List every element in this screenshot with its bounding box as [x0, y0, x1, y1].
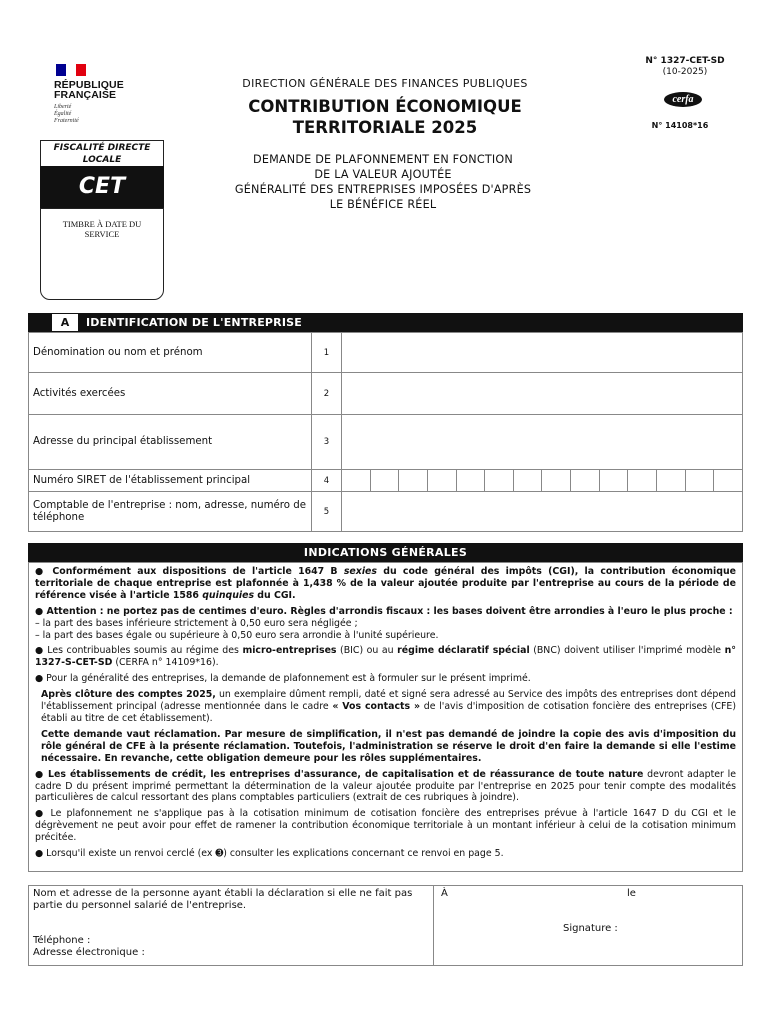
siret-digit-cell[interactable]: [686, 470, 715, 491]
siret-digit-cell[interactable]: [600, 470, 629, 491]
siret-digit-cell[interactable]: [457, 470, 486, 491]
indication-paragraph: ● Les contribuables soumis au régime des micro-entreprises (BIC) ou au régime déclaratif spécial (BNC) doivent utiliser l'imprimé modèle n° 1327-S-CET-SD (CERFA n° 14109*16).: [35, 645, 736, 669]
preparer-block[interactable]: [29, 886, 434, 965]
siret-label: Numéro SIRET de l'établissement principal: [29, 470, 312, 492]
table-row: [29, 333, 743, 373]
dgfip-heading: DIRECTION GÉNÉRALE DES FINANCES PUBLIQUES: [242, 77, 528, 90]
preparer-label: Nom et adresse de la personne ayant établi la déclaration si elle ne fait pas partie du personnel salarié de l'entreprise.: [33, 888, 413, 911]
marianne-flag-icon: [56, 64, 86, 76]
siret-digit-cell[interactable]: [485, 470, 514, 491]
indication-paragraph: ● Les établissements de crédit, les entreprises d'assurance, de capitalisation et de réassurance de toute nature devront adapter le cadre D du présent imprimé permettant la détermination de la valeur ajoutée produite par l'entreprise en 2025 pour tenir compte des modalités particulières de calcul ressortant des plans comptables particuliers (extrait de ces rubriques à joindre).: [35, 768, 736, 804]
indication-paragraph: ● Lorsqu'il existe un renvoi cerclé (ex ➌) consulter les explications concernant ce renvoi en page 5.: [35, 848, 504, 860]
row-number: 1: [312, 333, 342, 373]
comptable-label: Comptable de l'entreprise : nom, adresse, numéro de téléphone: [29, 492, 312, 532]
form-reference: [630, 56, 740, 78]
siret-digit-cell[interactable]: [428, 470, 457, 491]
indication-paragraph: – la part des bases égale ou supérieure à 0,50 euro sera arrondie à l'unité supérieure.: [35, 629, 439, 641]
header-center: [200, 77, 570, 138]
page-title: CONTRIBUTION ÉCONOMIQUE TERRITORIALE 2025: [248, 97, 522, 137]
activites-field[interactable]: [342, 373, 743, 415]
indication-paragraph: ● Attention : ne portez pas de centimes d'euro. Règles d'arrondis fiscaux : les bases doivent être arrondies à l'euro le plus proche :: [35, 605, 733, 617]
row-number: 4: [312, 470, 342, 492]
section-a-header: [28, 313, 743, 332]
siret-digit-cell[interactable]: [657, 470, 686, 491]
republique-motto: Liberté Égalité Fraternité: [54, 104, 79, 124]
republique-title: RÉPUBLIQUE FRANÇAISE: [54, 79, 124, 101]
cerfa-logo: cerfa: [664, 92, 702, 107]
section-a-letter: A: [52, 314, 78, 331]
denomination-label: Dénomination ou nom et prénom: [29, 333, 312, 373]
row-number: 2: [312, 373, 342, 415]
telephone-label: Téléphone :: [33, 935, 91, 946]
contact-labels: [33, 935, 145, 959]
siret-digit-cell[interactable]: [371, 470, 400, 491]
place-label: À: [441, 888, 448, 899]
signature-label: Signature :: [563, 923, 618, 934]
timbre-box: TIMBRE À DATE DU SERVICE: [40, 208, 164, 300]
adresse-field[interactable]: [342, 415, 743, 470]
email-label: Adresse électronique :: [33, 947, 145, 958]
flag-red: [76, 64, 86, 76]
identification-table: [28, 332, 743, 532]
cet-badge: CET: [40, 166, 164, 208]
indication-paragraph: Cette demande vaut réclamation. Par mesure de simplification, il n'est pas demandé de joindre la copie des avis d'imposition du rôle général de CFE à la présente réclamation. Toutefois, l'administration se réserve le droit d'en faire la demande si elle l'estime nécessaire. En revanche, cette obligation demeure pour les rôles supplémentaires.: [41, 728, 736, 764]
cerfa-number: N° 14108*16: [651, 121, 709, 130]
indications-header: INDICATIONS GÉNÉRALES: [28, 543, 743, 562]
siret-field[interactable]: [342, 470, 743, 492]
flag-blue: [56, 64, 66, 76]
date-label: le: [627, 888, 636, 899]
siret-digit-cell[interactable]: [628, 470, 657, 491]
fiscalite-label: FISCALITÉ DIRECTE LOCALE: [40, 140, 164, 166]
row-number: 5: [312, 492, 342, 532]
flag-white: [66, 64, 76, 76]
form-subtitle: DEMANDE DE PLAFONNEMENT EN FONCTION DE LA VALEUR AJOUTÉE GÉNÉRALITÉ DES ENTREPRISES IMPOSÉES D'APRÈS LE BÉNÉFICE RÉEL: [234, 153, 532, 211]
table-row: [29, 470, 743, 492]
indication-paragraph: Après clôture des comptes 2025, un exemplaire dûment rempli, daté et signé sera adressé au Service des impôts des entreprises dont dépend l'établissement principal (adresse mentionnée dans le cadre « Vos contacts » de l'avis d'imposition de cotisation foncière des entreprises (CFE) établi au titre de cet établissement).: [41, 689, 736, 724]
indication-paragraph: ● Conformément aux dispositions de l'article 1647 B sexies du code général des impôts (CGI), la contribution économique territoriale de chaque entreprise est plafonnée à 1,438 % de la valeur ajoutée produite par l'entreprise au cours de la période de référence visée à l'article 1586 quinquies du CGI.: [35, 566, 736, 601]
siret-digit-cell[interactable]: [514, 470, 543, 491]
signature-box: [28, 885, 743, 966]
indications-body: [28, 562, 743, 872]
activites-label: Activités exercées: [29, 373, 312, 415]
siret-digit-cell[interactable]: [342, 470, 371, 491]
comptable-field[interactable]: [342, 492, 743, 532]
denomination-field[interactable]: [342, 333, 743, 373]
indication-paragraph: – la part des bases inférieure strictement à 0,50 euro sera négligée ;: [35, 617, 358, 629]
table-row: [29, 415, 743, 470]
indication-paragraph: ● Le plafonnement ne s'applique pas à la cotisation minimum de cotisation foncière des entreprises prévue à l'article 1647 D du CGI et le dégrèvement ne peut avoir pour effet de ramener la contribution économique territoriale à un montant inférieur à celui de la cotisation minimum précitée.: [35, 808, 736, 844]
siret-digit-cell[interactable]: [571, 470, 600, 491]
adresse-label: Adresse du principal établissement: [29, 415, 312, 470]
siret-digit-cell[interactable]: [399, 470, 428, 491]
indication-paragraph: ● Pour la généralité des entreprises, la demande de plafonnement est à formuler sur le présent imprimé.: [35, 673, 531, 685]
form-date: (10-2025): [662, 67, 708, 77]
row-number: 3: [312, 415, 342, 470]
form-number: N° 1327-CET-SD: [645, 56, 725, 66]
siret-digit-cell[interactable]: [542, 470, 571, 491]
siret-digit-grid: [342, 470, 742, 491]
siret-digit-cell[interactable]: [714, 470, 742, 491]
table-row: [29, 373, 743, 415]
republique-francaise-logo: [54, 64, 144, 125]
table-row: [29, 492, 743, 532]
section-a-title: IDENTIFICATION DE L'ENTREPRISE: [86, 316, 302, 329]
